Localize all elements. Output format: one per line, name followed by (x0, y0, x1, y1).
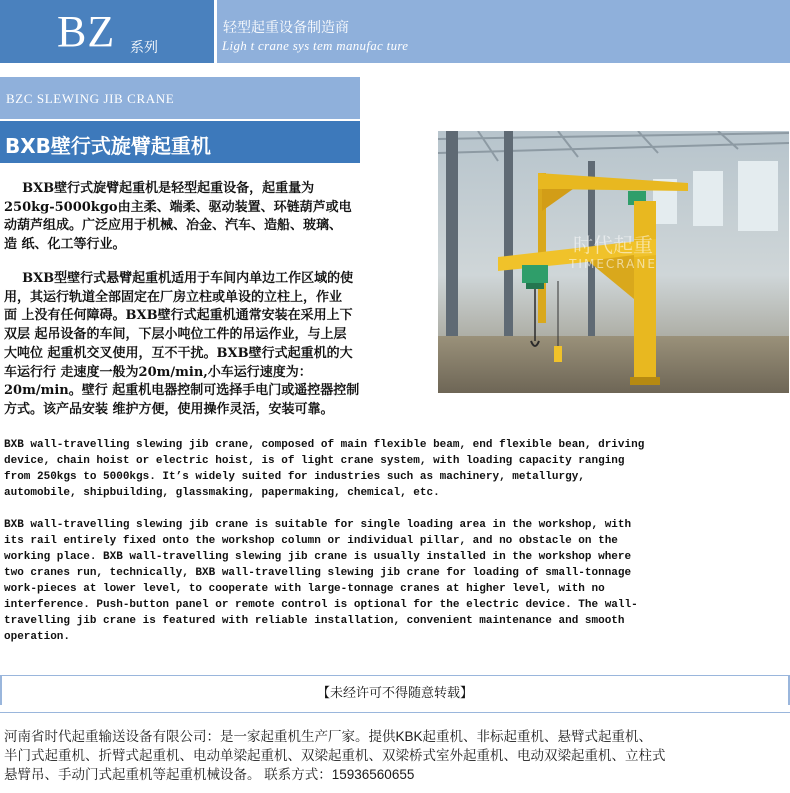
photo-watermark-en: TIMECRANE (569, 257, 657, 271)
section-subtitle: BZC SLEWING JIB CRANE (6, 91, 175, 106)
description-en-1: BXB wall-travelling slewing jib crane, composed of main flexible beam, end flexible bean, driving device, chain hoist or electric hoist, is of light crane system, with loading capacity ranging from 250kgs to 5000kgs. It’s widely suited for industries such as machinery, metallurgy, automobile, shipbuilding, glassmaking, papermaking, chemical, etc. (4, 439, 645, 499)
description-cn-2: BXB型壁行式悬臂起重机适用于车间内单边工作区域的使 用，其运行轨道全部固定在厂房立柱或单设的立柱上，作业 面 上没有任何障碍。BXB壁行式起重机通常安装在采用上下 双层 起吊设备的车间，下层小吨位工件的吊运作业，与上层 大吨位 起重机交叉使用，互不干扰。BXB壁行式起重机的大 车运行行 走速度一般为20m/min,小车运行速度为： 20m/min。壁行 起重机电器控制可选择手电门或遥控器控制 方式。该产品安装 维护方便，使用操作灵活，安装可靠。 (4, 271, 360, 417)
notice-top-rule (0, 675, 790, 676)
header-brand-panel (0, 0, 214, 63)
header-tagline-panel (217, 0, 790, 63)
section-subtitle-bar (0, 77, 360, 119)
workshop-floor (438, 336, 789, 393)
section-title-bar (0, 121, 360, 163)
description-en-2: BXB wall-travelling slewing jib crane is suitable for single loading area in the workshop, with its rail entirely fixed onto the workshop column or individual pillar, and no obstacle on the working place. BXB wall-travelling slewing jib crane is usually installed in the workshop where two cranes run, technically, BXB wall-travelling slewing jib crane for loading of small-tonnage work-pieces at lower level, to cooperate with large-tonnage cranes at higher level, with no interference. Push-button panel or remote control is optional for the electric device. The wall- travelling jib crane is featured with reliable installation, convenient maintenance and smooth operation. (4, 519, 638, 643)
copyright-notice: 【未经许可不得随意转载】 (316, 686, 473, 701)
product-title: BXB壁行式旋臂起重机 (5, 134, 211, 158)
tagline-en: Ligh t crane sys tem manufac ture (222, 38, 409, 53)
control-pendant (554, 346, 562, 362)
brand-logo-text: BZ (57, 7, 116, 56)
product-photo (438, 131, 789, 393)
company-footer (0, 712, 790, 793)
photo-watermark-cn: 时代起重 (573, 233, 653, 257)
series-label: 系列 (130, 40, 158, 56)
tagline-cn: 轻型起重设备制造商 (223, 20, 349, 36)
description-cn-1: BXB壁行式旋臂起重机是轻型起重设备，起重量为 250kg-5000kgo由主柔、端柔、驱动装置、环链葫芦或电 动葫芦组成。广泛应用于机械、冶金、汽车、造船、玻璃、 造 纸、化工等行业。 (4, 181, 352, 253)
company-description: 河南省时代起重输送设备有限公司：是一家起重机生产厂家。提供KBK起重机、非标起重机、悬臂式起重机、 半门式起重机、折臂式起重机、电动单梁起重机、双梁起重机、双梁桥式室外起重机、电动双梁起重机、立柱式 悬臂吊、手动门式起重机等起重机械设备。 联系方式：15936560655 (4, 729, 666, 782)
